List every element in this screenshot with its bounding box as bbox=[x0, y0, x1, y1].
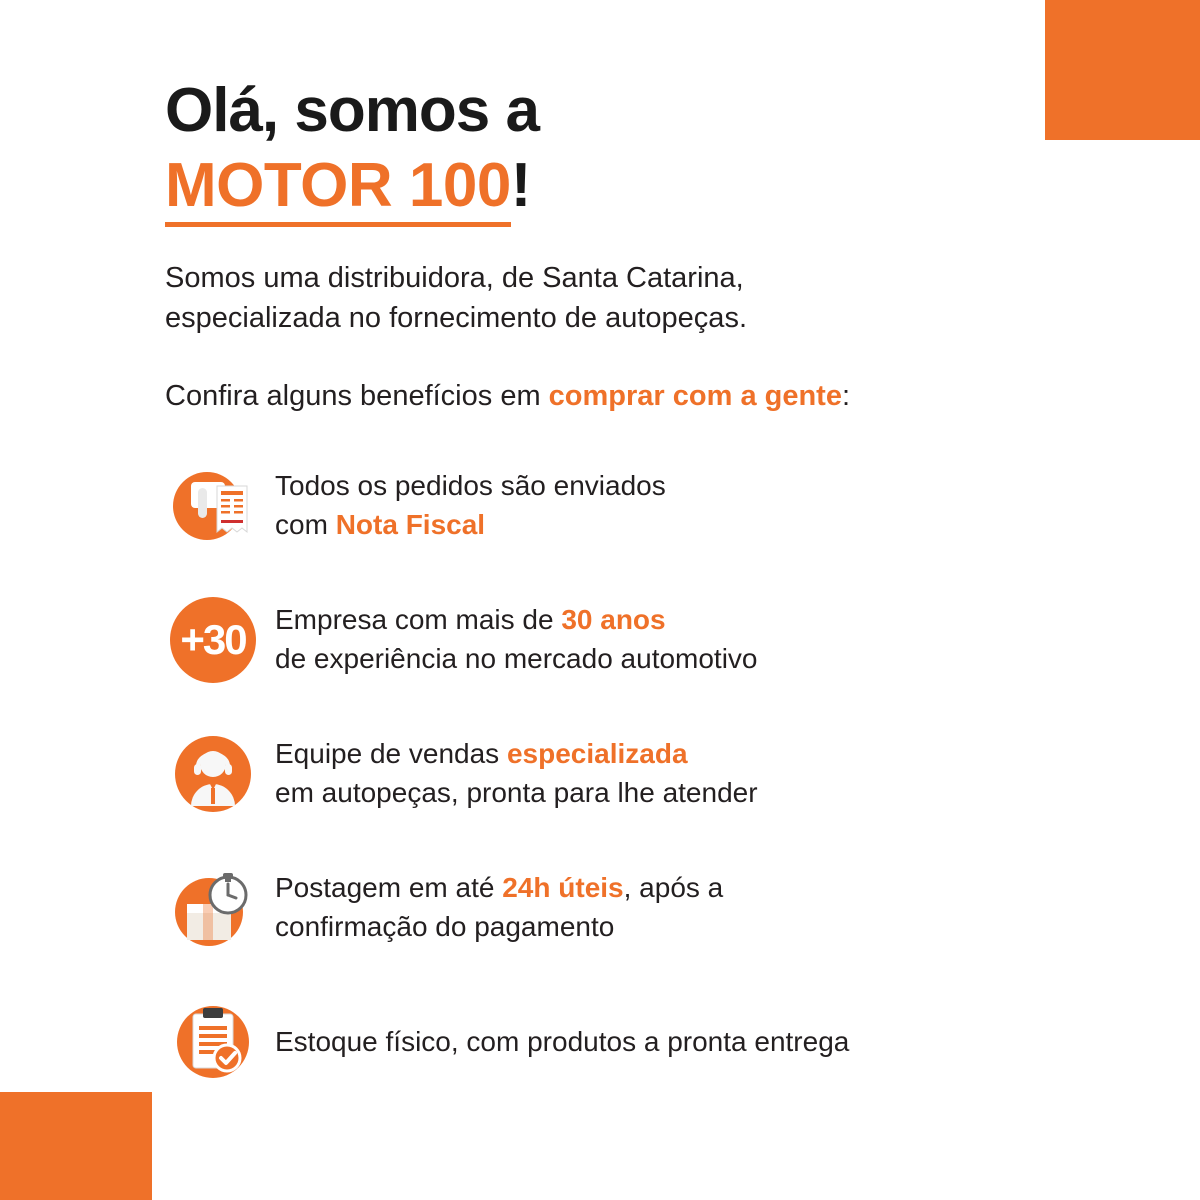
benefit-line-1: Todos os pedidos são enviados bbox=[275, 470, 666, 502]
benefit-line-1: Estoque físico, com produtos a pronta entrega bbox=[275, 1025, 850, 1057]
benefit-line-2-prefix: com bbox=[275, 509, 336, 541]
list-item bbox=[165, 458, 1065, 554]
benefit-line-2: em autopeças, pronta para lhe atender bbox=[275, 777, 758, 809]
benefit-line-1-prefix: Empresa com mais de bbox=[275, 604, 562, 636]
benefit-line-1-prefix: Postagem em até bbox=[275, 872, 503, 904]
benefit-text bbox=[275, 1023, 849, 1062]
brand-name: MOTOR 100 bbox=[165, 151, 511, 227]
intro-line-2: especializada no fornecimento de autopeças. bbox=[165, 302, 747, 335]
benefit-line-1-suffix: , após a bbox=[623, 872, 724, 904]
poster-content bbox=[165, 78, 1065, 1128]
headline-line-2 bbox=[165, 145, 1065, 220]
decorative-square-bottom-left bbox=[0, 1092, 152, 1200]
benefit-text bbox=[275, 601, 758, 678]
clipboard-check-icon bbox=[165, 994, 261, 1090]
benefit-line-2 bbox=[275, 506, 666, 545]
support-agent-icon bbox=[165, 726, 261, 822]
package-stopwatch-icon bbox=[165, 860, 261, 956]
benefit-text bbox=[275, 467, 666, 544]
headline-line-1: Olá, somos a bbox=[165, 76, 539, 145]
list-item bbox=[165, 994, 1065, 1090]
benefit-line-1 bbox=[275, 735, 758, 774]
benefit-line-2-highlight: Nota Fiscal bbox=[335, 509, 486, 541]
benefits-lead-suffix: : bbox=[841, 380, 851, 413]
benefits-lead-highlight: comprar com a gente bbox=[548, 380, 842, 413]
headline-exclamation: ! bbox=[510, 150, 531, 220]
years-badge-icon bbox=[165, 592, 261, 688]
benefit-text bbox=[275, 735, 758, 812]
decorative-square-top-right bbox=[1045, 0, 1200, 140]
benefits-lead-prefix: Confira alguns benefícios em bbox=[165, 380, 549, 413]
intro-line-1: Somos uma distribuidora, de Santa Catarina, bbox=[165, 262, 744, 295]
benefit-text bbox=[275, 869, 723, 946]
list-item bbox=[165, 592, 1065, 688]
list-item bbox=[165, 726, 1065, 822]
years-badge-label: +30 bbox=[180, 616, 246, 664]
benefit-line-1 bbox=[275, 601, 758, 640]
benefits-lead bbox=[165, 378, 1065, 416]
benefit-line-2: de experiência no mercado automotivo bbox=[275, 643, 758, 675]
list-item bbox=[165, 860, 1065, 956]
benefit-line-1 bbox=[275, 869, 723, 908]
intro-paragraph bbox=[165, 258, 1065, 338]
benefit-line-1-highlight: 30 anos bbox=[561, 604, 666, 636]
years-circle bbox=[170, 597, 256, 683]
receipt-icon bbox=[165, 458, 261, 554]
benefit-line-1-prefix: Equipe de vendas bbox=[275, 738, 507, 770]
benefit-line-1-highlight: 24h úteis bbox=[502, 872, 624, 904]
benefit-list bbox=[165, 458, 1065, 1090]
benefit-line-2: confirmação do pagamento bbox=[275, 911, 615, 943]
benefit-line-1-highlight: especializada bbox=[506, 738, 688, 770]
